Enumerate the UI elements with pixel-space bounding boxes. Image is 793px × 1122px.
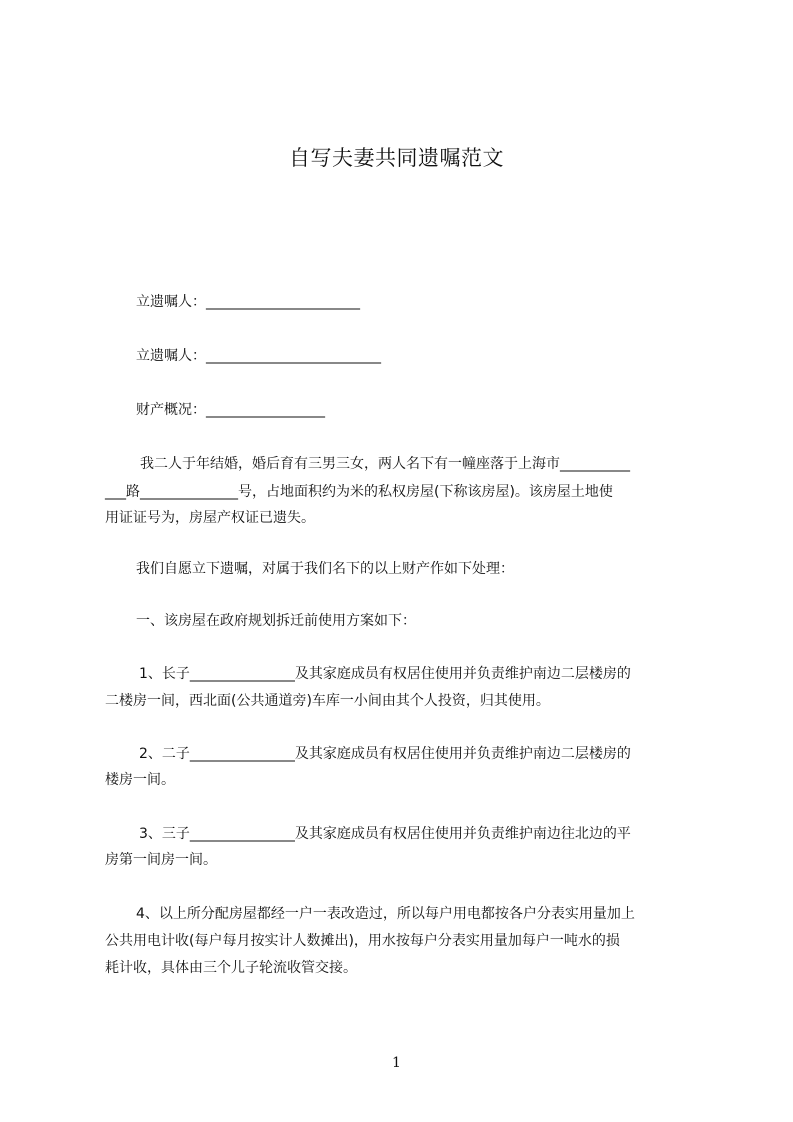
paragraph-line: 楼房一间。 <box>105 772 175 788</box>
section-heading: 一、该房屋在政府规划拆迁前使用方案如下： <box>136 613 416 629</box>
paragraph-line: 用证证号为，房屋产权证已遗失。 <box>105 510 315 526</box>
paragraph-line: 二楼房一间，西北面(公共通道旁)车库一小间由其个人投资，归其使用。 <box>105 693 550 709</box>
document-title: 自写夫妻共同遗嘱范文 <box>289 146 504 170</box>
testator-field-1: 立遗嘱人：______________________ <box>136 294 360 310</box>
page-number: 1 <box>392 1055 401 1071</box>
paragraph-line: 我们自愿立下遗嘱，对属于我们名下的以上财产作如下处理： <box>136 561 514 577</box>
paragraph-line: 3、三子_______________及其家庭成员有权居住使用并负责维护南边往北边的平 <box>139 826 631 842</box>
testator-field-2: 立遗嘱人：_________________________ <box>136 348 381 364</box>
paragraph-line: 我二人于年结婚，婚后育有三男三女，两人名下有一幢座落于上海市__________ <box>140 456 630 472</box>
paragraph-line: 耗计收，具体由三个儿子轮流收管交接。 <box>105 960 357 976</box>
paragraph-line: 4、以上所分配房屋都经一户一表改造过，所以每户用电都按各户分表实用量加上 <box>136 906 635 922</box>
paragraph-line: 2、二子_______________及其家庭成员有权居住使用并负责维护南边二层楼房的 <box>139 746 631 762</box>
paragraph-line: ___路______________号，占地面积约为米的私权房屋(下称该房屋)。该房屋土地使 <box>105 484 613 500</box>
paragraph-line: 公共用电计收(每户每月按实计人数摊出)，用水按每户分表实用量加每户一吨水的损 <box>105 933 620 949</box>
paragraph-line: 1、长子_______________及其家庭成员有权居住使用并负责维护南边二层楼房的 <box>139 666 631 682</box>
property-overview-field: 财产概况：_________________ <box>136 402 325 418</box>
paragraph-line: 房第一间房一间。 <box>105 852 217 868</box>
